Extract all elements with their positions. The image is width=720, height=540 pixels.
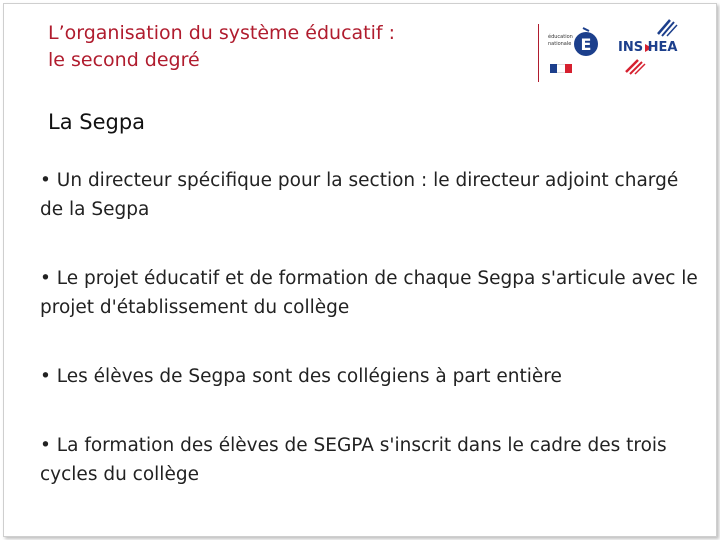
bullet-item: • La formation des élèves de SEGPA s'inscrit dans le cadre des trois cycles du collège: [40, 435, 667, 485]
bullet-item: • Le projet éducatif et de formation de chaque Segpa s'articule avec le projet d'établissement du collège: [40, 268, 698, 318]
french-flag-icon: [550, 64, 572, 73]
education-nationale-logo-text: éducation nationale: [548, 34, 573, 47]
marianne-e-logo-icon: [572, 26, 600, 60]
bullet-item: • Les élèves de Segpa sont des collégiens à part entière: [40, 366, 562, 387]
title-line-2: le second degré: [48, 49, 200, 71]
slide: [3, 3, 717, 537]
bullet-list: [40, 166, 700, 529]
title-line-1: L’organisation du système éducatif :: [48, 22, 396, 44]
slide-header-title: [48, 20, 468, 74]
inshea-logo: [612, 14, 696, 76]
svg-text:E: E: [580, 35, 592, 54]
education-nationale-logo: [548, 22, 604, 78]
bullet-item: • Un directeur spécifique pour la section : le directeur adjoint chargé de la Segpa: [40, 170, 679, 220]
section-title: La Segpa: [48, 110, 146, 134]
header-divider: [538, 24, 539, 82]
inshea-logo-text: INS HEA: [618, 40, 678, 55]
